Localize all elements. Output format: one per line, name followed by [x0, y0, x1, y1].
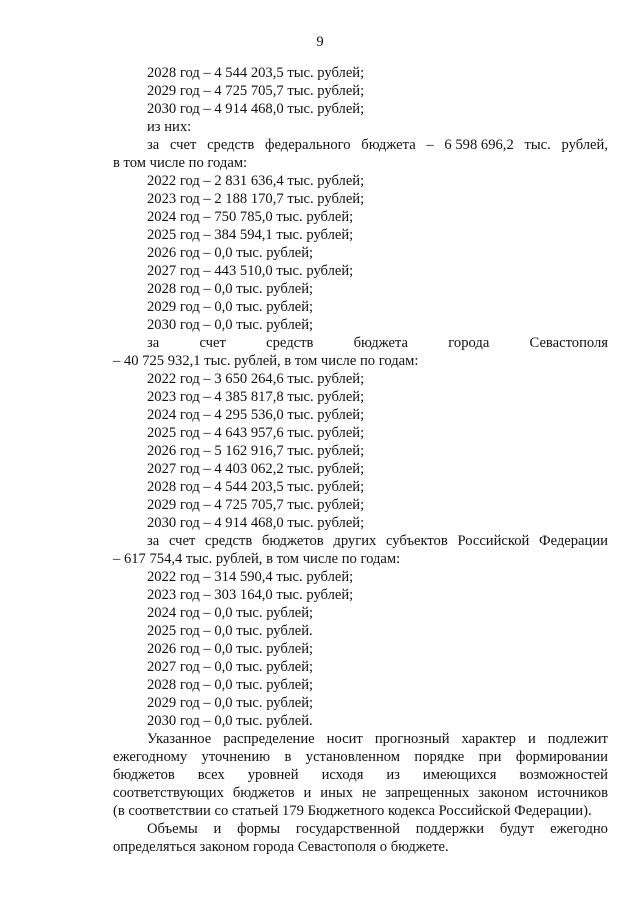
- year-line: 2026 год – 0,0 тыс. рублей;: [147, 245, 314, 261]
- word: федерального: [265, 137, 351, 153]
- year-line: 2029 год – 4 725 705,7 тыс. рублей;: [147, 497, 365, 513]
- word: счет: [199, 335, 226, 351]
- word: в: [284, 749, 292, 765]
- word: иных: [320, 785, 354, 801]
- word: 6 598 696,2: [444, 137, 514, 153]
- year-line: 2030 год – 0,0 тыс. рублей;: [147, 317, 314, 333]
- word: и: [213, 821, 222, 837]
- word: и: [527, 731, 536, 747]
- word: за: [147, 335, 160, 351]
- word: государственной: [295, 821, 400, 837]
- year-line: 2030 год – 0,0 тыс. рублей.: [147, 713, 313, 729]
- year-line: 2022 год – 3 650 264,6 тыс. рублей;: [147, 371, 365, 387]
- paragraph-line: [113, 784, 608, 802]
- word: других: [333, 533, 377, 549]
- paragraph-line: (в соответствии со статьей 179 Бюджетного кодекса Российской Федерации).: [113, 803, 592, 819]
- year-line: 2026 год – 5 162 916,7 тыс. рублей;: [147, 443, 365, 459]
- paragraph-line: определяться законом города Севастополя о бюджете.: [113, 839, 449, 855]
- word: Указанное: [147, 731, 212, 747]
- word: бюджетов: [232, 785, 295, 801]
- year-line: 2026 год – 0,0 тыс. рублей;: [147, 641, 314, 657]
- word: исходя: [321, 767, 364, 783]
- year-line: 2027 год – 4 403 062,2 тыс. рублей;: [147, 461, 365, 477]
- year-line: 2025 год – 4 643 957,6 тыс. рублей;: [147, 425, 365, 441]
- word: Объемы: [147, 821, 198, 837]
- word: поддержки: [415, 821, 485, 837]
- text-line: 2029 год – 4 725 705,7 тыс. рублей;: [147, 83, 365, 99]
- year-line: 2029 год – 0,0 тыс. рублей;: [147, 695, 314, 711]
- year-line: 2027 год – 443 510,0 тыс. рублей;: [147, 263, 354, 279]
- paragraph-line: [147, 730, 608, 748]
- word: средств: [205, 533, 253, 549]
- word: –: [426, 137, 434, 153]
- text-line: – 40 725 932,1 тыс. рублей, в том числе по годам:: [113, 353, 419, 369]
- year-line: 2024 год – 0,0 тыс. рублей;: [147, 605, 314, 621]
- word: порядке: [414, 749, 465, 765]
- word: бюджетов: [261, 533, 324, 549]
- text-line: 2028 год – 4 544 203,5 тыс. рублей;: [147, 65, 365, 81]
- word: субъектов: [386, 533, 448, 549]
- word: прогнозный: [374, 731, 450, 747]
- word: счет: [168, 533, 196, 549]
- page-number: 9: [316, 34, 324, 50]
- word: установленном: [305, 749, 401, 765]
- year-line: 2024 год – 4 295 536,0 тыс. рублей;: [147, 407, 365, 423]
- paragraph-line: [113, 766, 608, 784]
- word: будут: [499, 821, 535, 837]
- word: тыс.: [524, 137, 551, 153]
- other-heading-line: [147, 532, 608, 550]
- text-line: из них:: [147, 119, 192, 135]
- year-line: 2030 год – 4 914 468,0 тыс. рублей;: [147, 515, 365, 531]
- word: запрещенных: [385, 785, 470, 801]
- word: средств: [266, 335, 314, 351]
- word: формировании: [515, 749, 608, 765]
- year-line: 2025 год – 0,0 тыс. рублей.: [147, 623, 313, 639]
- word: бюджета: [353, 335, 409, 351]
- year-line: 2023 год – 4 385 817,8 тыс. рублей;: [147, 389, 365, 405]
- word: соответствующих: [113, 785, 224, 801]
- word: имеющихся: [422, 767, 497, 783]
- word: за: [147, 533, 160, 549]
- year-line: 2025 год – 384 594,1 тыс. рублей;: [147, 227, 354, 243]
- paragraph-line: [113, 748, 608, 766]
- word: Российской: [457, 533, 530, 549]
- year-line: 2027 год – 0,0 тыс. рублей;: [147, 659, 314, 675]
- word: и: [303, 785, 312, 801]
- word: за: [147, 137, 160, 153]
- word: характер: [461, 731, 516, 747]
- word: не: [361, 785, 377, 801]
- word: уровней: [247, 767, 299, 783]
- word: носит: [326, 731, 363, 747]
- word: источников: [537, 785, 608, 801]
- word: Федерации: [539, 533, 608, 549]
- word: ежегодному: [113, 749, 188, 765]
- word: Севастополя: [529, 335, 608, 351]
- paragraph-line: [147, 820, 608, 838]
- year-line: 2028 год – 0,0 тыс. рублей;: [147, 281, 314, 297]
- word: ежегодно: [550, 821, 608, 837]
- word: из: [386, 767, 400, 783]
- year-line: 2029 год – 0,0 тыс. рублей;: [147, 299, 314, 315]
- text-line: 2030 год – 4 914 468,0 тыс. рублей;: [147, 101, 365, 117]
- word: законом: [478, 785, 529, 801]
- word: формы: [237, 821, 281, 837]
- city-heading-line: [147, 334, 608, 352]
- year-line: 2028 год – 0,0 тыс. рублей;: [147, 677, 314, 693]
- word: возможностей: [519, 767, 608, 783]
- federal-heading-line: [147, 136, 608, 154]
- year-line: 2023 год – 303 164,0 тыс. рублей;: [147, 587, 354, 603]
- text-line: – 617 754,4 тыс. рублей, в том числе по годам:: [113, 551, 401, 567]
- year-line: 2028 год – 4 544 203,5 тыс. рублей;: [147, 479, 365, 495]
- word: при: [478, 749, 502, 765]
- word: распределение: [223, 731, 315, 747]
- word: всех: [197, 767, 225, 783]
- word: бюджета: [361, 137, 416, 153]
- year-line: 2024 год – 750 785,0 тыс. рублей;: [147, 209, 354, 225]
- word: города: [448, 335, 490, 351]
- text-line: в том числе по годам:: [113, 155, 248, 171]
- word: уточнению: [201, 749, 271, 765]
- word: бюджетов: [113, 767, 175, 783]
- year-line: 2022 год – 314 590,4 тыс. рублей;: [147, 569, 354, 585]
- word: средств: [207, 137, 255, 153]
- word: подлежит: [547, 731, 608, 747]
- year-line: 2022 год – 2 831 636,4 тыс. рублей;: [147, 173, 365, 189]
- word: счет: [169, 137, 197, 153]
- year-line: 2023 год – 2 188 170,7 тыс. рублей;: [147, 191, 365, 207]
- word: рублей,: [561, 137, 608, 153]
